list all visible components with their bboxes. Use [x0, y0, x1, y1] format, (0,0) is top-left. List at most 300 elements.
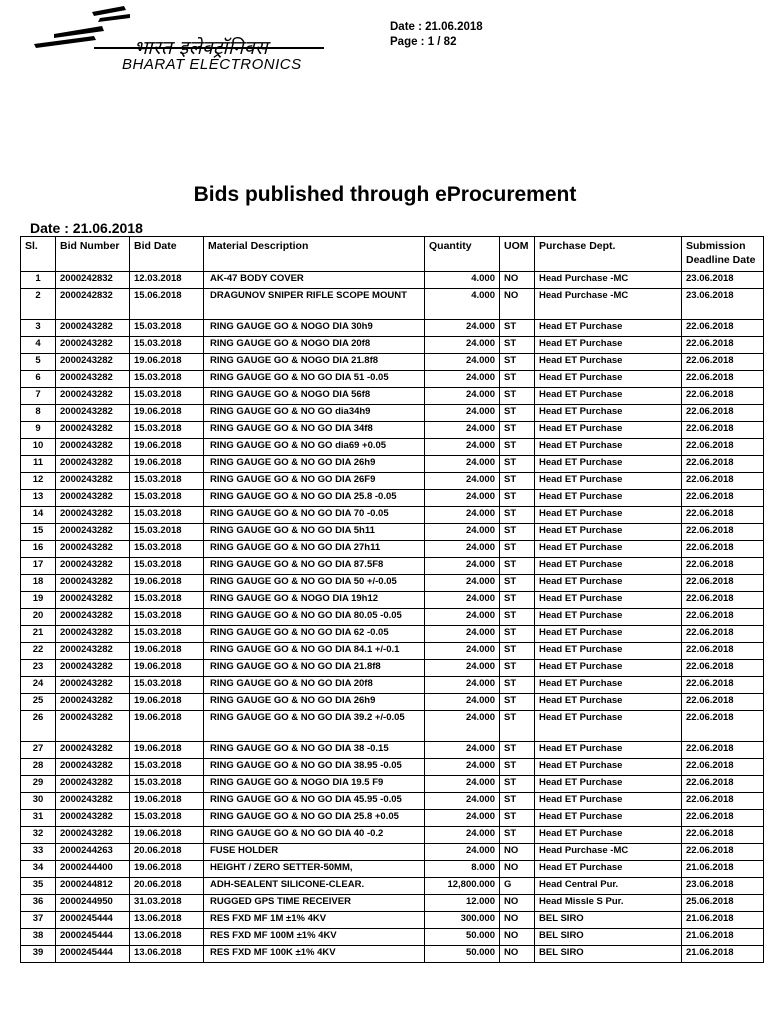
cell-bid-date: 15.03.2018	[130, 371, 204, 388]
cell-quantity: 24.000	[425, 541, 500, 558]
cell-uom: NO	[500, 912, 535, 929]
cell-submission-deadline: 22.06.2018	[682, 507, 764, 524]
logo-english-text: BHARAT ELECTRONICS	[122, 56, 302, 73]
cell-quantity: 24.000	[425, 827, 500, 844]
cell-quantity: 50.000	[425, 929, 500, 946]
table-row	[21, 541, 764, 558]
cell-material-description: RING GAUGE GO & NO GO DIA 38.95 -0.05	[204, 759, 425, 776]
cell-uom: ST	[500, 694, 535, 711]
cell-uom: ST	[500, 388, 535, 405]
cell-quantity: 24.000	[425, 422, 500, 439]
cell-purchase-dept: Head ET Purchase	[535, 759, 682, 776]
cell-quantity: 12.000	[425, 895, 500, 912]
cell-uom: ST	[500, 405, 535, 422]
cell-sl: 23	[21, 660, 56, 677]
cell-purchase-dept: Head ET Purchase	[535, 861, 682, 878]
cell-bid-date: 15.03.2018	[130, 490, 204, 507]
table-row	[21, 524, 764, 541]
cell-submission-deadline: 22.06.2018	[682, 742, 764, 759]
header-date: Date : 21.06.2018	[390, 21, 483, 33]
cell-bid-date: 19.06.2018	[130, 660, 204, 677]
table-row	[21, 711, 764, 742]
cell-material-description: RING GAUGE GO & NOGO DIA 21.8f8	[204, 354, 425, 371]
cell-uom: ST	[500, 626, 535, 643]
cell-bid-number: 2000243282	[56, 439, 130, 456]
cell-quantity: 24.000	[425, 337, 500, 354]
cell-bid-number: 2000244400	[56, 861, 130, 878]
cell-submission-deadline: 22.06.2018	[682, 524, 764, 541]
cell-material-description: RING GAUGE GO & NOGO DIA 30h9	[204, 320, 425, 337]
table-row	[21, 558, 764, 575]
cell-bid-date: 15.03.2018	[130, 473, 204, 490]
cell-sl: 13	[21, 490, 56, 507]
cell-bid-number: 2000243282	[56, 626, 130, 643]
cell-quantity: 24.000	[425, 456, 500, 473]
cell-submission-deadline: 22.06.2018	[682, 609, 764, 626]
cell-bid-date: 19.06.2018	[130, 861, 204, 878]
cell-purchase-dept: Head Purchase -MC	[535, 844, 682, 861]
cell-submission-deadline: 22.06.2018	[682, 337, 764, 354]
cell-sl: 15	[21, 524, 56, 541]
cell-material-description: RING GAUGE GO & NO GO DIA 84.1 +/-0.1	[204, 643, 425, 660]
cell-bid-number: 2000243282	[56, 810, 130, 827]
cell-uom: ST	[500, 793, 535, 810]
table-row	[21, 422, 764, 439]
cell-bid-number: 2000243282	[56, 677, 130, 694]
table-row	[21, 439, 764, 456]
cell-material-description: RING GAUGE GO & NO GO DIA 51 -0.05	[204, 371, 425, 388]
table-row	[21, 827, 764, 844]
cell-uom: ST	[500, 439, 535, 456]
cell-uom: ST	[500, 320, 535, 337]
cell-bid-date: 13.06.2018	[130, 912, 204, 929]
cell-purchase-dept: Head ET Purchase	[535, 507, 682, 524]
cell-material-description: RING GAUGE GO & NO GO DIA 21.8f8	[204, 660, 425, 677]
cell-quantity: 24.000	[425, 558, 500, 575]
cell-uom: NO	[500, 272, 535, 289]
cell-bid-number: 2000243282	[56, 388, 130, 405]
cell-bid-date: 15.03.2018	[130, 320, 204, 337]
cell-uom: ST	[500, 643, 535, 660]
cell-uom: ST	[500, 456, 535, 473]
cell-purchase-dept: Head ET Purchase	[535, 473, 682, 490]
cell-uom: ST	[500, 422, 535, 439]
cell-uom: NO	[500, 946, 535, 963]
cell-material-description: RING GAUGE GO & NO GO dia34h9	[204, 405, 425, 422]
cell-bid-number: 2000243282	[56, 490, 130, 507]
cell-quantity: 24.000	[425, 793, 500, 810]
bel-logo	[34, 4, 354, 74]
cell-sl: 1	[21, 272, 56, 289]
cell-material-description: RING GAUGE GO & NO GO dia69 +0.05	[204, 439, 425, 456]
cell-submission-deadline: 22.06.2018	[682, 490, 764, 507]
cell-uom: ST	[500, 776, 535, 793]
cell-quantity: 24.000	[425, 354, 500, 371]
cell-bid-number: 2000244950	[56, 895, 130, 912]
cell-quantity: 24.000	[425, 844, 500, 861]
cell-material-description: RING GAUGE GO & NOGO DIA 19h12	[204, 592, 425, 609]
table-row	[21, 694, 764, 711]
table-body	[21, 272, 764, 963]
cell-sl: 9	[21, 422, 56, 439]
cell-sl: 28	[21, 759, 56, 776]
cell-bid-date: 15.03.2018	[130, 388, 204, 405]
cell-bid-date: 15.03.2018	[130, 759, 204, 776]
table-header-row	[21, 237, 764, 272]
cell-purchase-dept: Head ET Purchase	[535, 827, 682, 844]
cell-bid-date: 13.06.2018	[130, 946, 204, 963]
cell-purchase-dept: Head ET Purchase	[535, 776, 682, 793]
cell-uom: ST	[500, 759, 535, 776]
table-row	[21, 473, 764, 490]
cell-sl: 25	[21, 694, 56, 711]
table-row	[21, 810, 764, 827]
cell-bid-number: 2000243282	[56, 558, 130, 575]
cell-uom: ST	[500, 558, 535, 575]
cell-material-description: RING GAUGE GO & NO GO DIA 50 +/-0.05	[204, 575, 425, 592]
table-row	[21, 405, 764, 422]
cell-sl: 33	[21, 844, 56, 861]
table-row	[21, 626, 764, 643]
cell-sl: 37	[21, 912, 56, 929]
cell-sl: 8	[21, 405, 56, 422]
cell-bid-date: 19.06.2018	[130, 742, 204, 759]
cell-uom: NO	[500, 289, 535, 320]
col-header-submission-deadline: Submission Deadline Date	[682, 237, 764, 272]
cell-sl: 20	[21, 609, 56, 626]
cell-purchase-dept: Head ET Purchase	[535, 405, 682, 422]
cell-quantity: 300.000	[425, 912, 500, 929]
cell-quantity: 50.000	[425, 946, 500, 963]
cell-sl: 32	[21, 827, 56, 844]
cell-bid-number: 2000243282	[56, 660, 130, 677]
cell-submission-deadline: 22.06.2018	[682, 776, 764, 793]
cell-uom: ST	[500, 473, 535, 490]
cell-quantity: 24.000	[425, 524, 500, 541]
cell-material-description: AK-47 BODY COVER	[204, 272, 425, 289]
cell-quantity: 4.000	[425, 289, 500, 320]
cell-bid-date: 19.06.2018	[130, 694, 204, 711]
cell-bid-date: 15.03.2018	[130, 677, 204, 694]
table-row	[21, 643, 764, 660]
page-title: Bids published through eProcurement	[193, 183, 577, 206]
cell-quantity: 24.000	[425, 473, 500, 490]
cell-sl: 24	[21, 677, 56, 694]
cell-quantity: 24.000	[425, 371, 500, 388]
cell-bid-number: 2000245444	[56, 946, 130, 963]
cell-bid-date: 19.06.2018	[130, 711, 204, 742]
cell-purchase-dept: Head ET Purchase	[535, 677, 682, 694]
cell-uom: ST	[500, 742, 535, 759]
cell-purchase-dept: BEL SIRO	[535, 929, 682, 946]
table-row	[21, 677, 764, 694]
table-row	[21, 929, 764, 946]
cell-uom: ST	[500, 592, 535, 609]
cell-sl: 31	[21, 810, 56, 827]
cell-material-description: RING GAUGE GO & NOGO DIA 19.5 F9	[204, 776, 425, 793]
table-row	[21, 272, 764, 289]
cell-material-description: RES FXD MF 100K ±1% 4KV	[204, 946, 425, 963]
cell-bid-date: 15.03.2018	[130, 558, 204, 575]
cell-uom: G	[500, 878, 535, 895]
cell-sl: 11	[21, 456, 56, 473]
cell-sl: 3	[21, 320, 56, 337]
cell-bid-date: 31.03.2018	[130, 895, 204, 912]
cell-bid-number: 2000243282	[56, 609, 130, 626]
cell-material-description: RING GAUGE GO & NO GO DIA 25.8 +0.05	[204, 810, 425, 827]
table-row	[21, 354, 764, 371]
cell-quantity: 24.000	[425, 677, 500, 694]
cell-submission-deadline: 21.06.2018	[682, 861, 764, 878]
date-line: Date : 21.06.2018	[30, 220, 143, 236]
header-page: Page : 1 / 82	[390, 36, 457, 48]
cell-material-description: RING GAUGE GO & NO GO DIA 20f8	[204, 677, 425, 694]
cell-uom: NO	[500, 929, 535, 946]
col-header-purchase-dept: Purchase Dept.	[535, 237, 682, 272]
cell-material-description: RING GAUGE GO & NO GO DIA 5h11	[204, 524, 425, 541]
cell-material-description: RING GAUGE GO & NO GO DIA 45.95 -0.05	[204, 793, 425, 810]
cell-purchase-dept: Head ET Purchase	[535, 810, 682, 827]
cell-sl: 19	[21, 592, 56, 609]
cell-submission-deadline: 22.06.2018	[682, 677, 764, 694]
col-header-uom: UOM	[500, 237, 535, 272]
cell-bid-date: 13.06.2018	[130, 929, 204, 946]
cell-bid-number: 2000244812	[56, 878, 130, 895]
cell-uom: ST	[500, 575, 535, 592]
cell-sl: 36	[21, 895, 56, 912]
cell-purchase-dept: Head ET Purchase	[535, 575, 682, 592]
table-row	[21, 660, 764, 677]
cell-submission-deadline: 22.06.2018	[682, 422, 764, 439]
cell-sl: 14	[21, 507, 56, 524]
cell-purchase-dept: Head ET Purchase	[535, 388, 682, 405]
cell-bid-date: 12.03.2018	[130, 272, 204, 289]
cell-submission-deadline: 22.06.2018	[682, 626, 764, 643]
cell-quantity: 8.000	[425, 861, 500, 878]
cell-bid-number: 2000243282	[56, 592, 130, 609]
table-row	[21, 490, 764, 507]
cell-submission-deadline: 22.06.2018	[682, 643, 764, 660]
cell-uom: ST	[500, 490, 535, 507]
cell-bid-number: 2000243282	[56, 320, 130, 337]
cell-bid-date: 15.03.2018	[130, 810, 204, 827]
cell-submission-deadline: 22.06.2018	[682, 354, 764, 371]
cell-bid-date: 19.06.2018	[130, 643, 204, 660]
cell-uom: ST	[500, 354, 535, 371]
cell-quantity: 24.000	[425, 810, 500, 827]
cell-material-description: RING GAUGE GO & NOGO DIA 20f8	[204, 337, 425, 354]
cell-purchase-dept: Head Purchase -MC	[535, 289, 682, 320]
cell-quantity: 24.000	[425, 609, 500, 626]
cell-submission-deadline: 22.06.2018	[682, 541, 764, 558]
cell-sl: 17	[21, 558, 56, 575]
cell-sl: 5	[21, 354, 56, 371]
cell-submission-deadline: 22.06.2018	[682, 405, 764, 422]
cell-uom: ST	[500, 337, 535, 354]
cell-submission-deadline: 22.06.2018	[682, 827, 764, 844]
cell-submission-deadline: 22.06.2018	[682, 660, 764, 677]
table-row	[21, 742, 764, 759]
cell-bid-number: 2000243282	[56, 575, 130, 592]
cell-uom: ST	[500, 711, 535, 742]
cell-bid-number: 2000245444	[56, 912, 130, 929]
cell-submission-deadline: 22.06.2018	[682, 439, 764, 456]
table-row	[21, 456, 764, 473]
cell-quantity: 24.000	[425, 388, 500, 405]
cell-submission-deadline: 22.06.2018	[682, 694, 764, 711]
cell-quantity: 24.000	[425, 643, 500, 660]
cell-sl: 12	[21, 473, 56, 490]
cell-submission-deadline: 21.06.2018	[682, 929, 764, 946]
cell-bid-date: 15.03.2018	[130, 337, 204, 354]
cell-sl: 39	[21, 946, 56, 963]
cell-material-description: RES FXD MF 1M ±1% 4KV	[204, 912, 425, 929]
cell-material-description: RING GAUGE GO & NO GO DIA 39.2 +/-0.05	[204, 711, 425, 742]
cell-bid-number: 2000243282	[56, 793, 130, 810]
logo-hindi-text: भारत इलेक्ट्रॉनिक्स	[134, 37, 269, 59]
col-header-bid-number: Bid Number	[56, 237, 130, 272]
table-row	[21, 575, 764, 592]
col-header-sl: Sl.	[21, 237, 56, 272]
cell-quantity: 24.000	[425, 592, 500, 609]
cell-purchase-dept: Head ET Purchase	[535, 371, 682, 388]
cell-purchase-dept: Head Purchase -MC	[535, 272, 682, 289]
cell-sl: 29	[21, 776, 56, 793]
table-row	[21, 289, 764, 320]
cell-quantity: 24.000	[425, 742, 500, 759]
cell-purchase-dept: Head ET Purchase	[535, 694, 682, 711]
cell-submission-deadline: 22.06.2018	[682, 759, 764, 776]
col-header-material-description: Material Description	[204, 237, 425, 272]
cell-bid-date: 19.06.2018	[130, 354, 204, 371]
cell-quantity: 24.000	[425, 320, 500, 337]
cell-submission-deadline: 22.06.2018	[682, 388, 764, 405]
cell-bid-date: 15.03.2018	[130, 422, 204, 439]
table-row	[21, 388, 764, 405]
cell-purchase-dept: Head ET Purchase	[535, 626, 682, 643]
cell-material-description: RUGGED GPS TIME RECEIVER	[204, 895, 425, 912]
cell-uom: NO	[500, 895, 535, 912]
cell-bid-number: 2000243282	[56, 776, 130, 793]
table-row	[21, 320, 764, 337]
cell-bid-number: 2000243282	[56, 405, 130, 422]
cell-purchase-dept: Head Missle S Pur.	[535, 895, 682, 912]
cell-bid-number: 2000243282	[56, 337, 130, 354]
cell-purchase-dept: Head ET Purchase	[535, 320, 682, 337]
col-header-bid-date: Bid Date	[130, 237, 204, 272]
cell-sl: 4	[21, 337, 56, 354]
cell-bid-number: 2000243282	[56, 422, 130, 439]
cell-submission-deadline: 22.06.2018	[682, 711, 764, 742]
cell-uom: ST	[500, 677, 535, 694]
cell-quantity: 24.000	[425, 575, 500, 592]
cell-submission-deadline: 23.06.2018	[682, 878, 764, 895]
cell-bid-date: 19.06.2018	[130, 575, 204, 592]
cell-material-description: RING GAUGE GO & NO GO DIA 26F9	[204, 473, 425, 490]
cell-bid-number: 2000243282	[56, 541, 130, 558]
cell-bid-date: 15.03.2018	[130, 776, 204, 793]
cell-material-description: DRAGUNOV SNIPER RIFLE SCOPE MOUNT	[204, 289, 425, 320]
cell-purchase-dept: Head ET Purchase	[535, 490, 682, 507]
cell-submission-deadline: 22.06.2018	[682, 793, 764, 810]
cell-sl: 30	[21, 793, 56, 810]
cell-bid-date: 20.06.2018	[130, 878, 204, 895]
cell-bid-number: 2000243282	[56, 524, 130, 541]
cell-bid-number: 2000245444	[56, 929, 130, 946]
table-row	[21, 895, 764, 912]
table-row	[21, 946, 764, 963]
cell-bid-number: 2000243282	[56, 643, 130, 660]
cell-bid-number: 2000244263	[56, 844, 130, 861]
cell-material-description: RING GAUGE GO & NO GO DIA 40 -0.2	[204, 827, 425, 844]
cell-submission-deadline: 23.06.2018	[682, 289, 764, 320]
table-row	[21, 861, 764, 878]
cell-submission-deadline: 22.06.2018	[682, 558, 764, 575]
cell-quantity: 24.000	[425, 490, 500, 507]
cell-material-description: ADH-SEALENT SILICONE-CLEAR.	[204, 878, 425, 895]
cell-bid-number: 2000243282	[56, 507, 130, 524]
cell-uom: ST	[500, 507, 535, 524]
header-meta	[390, 20, 483, 50]
cell-quantity: 24.000	[425, 405, 500, 422]
cell-purchase-dept: Head ET Purchase	[535, 524, 682, 541]
cell-material-description: RING GAUGE GO & NO GO DIA 62 -0.05	[204, 626, 425, 643]
table-row	[21, 912, 764, 929]
cell-bid-date: 19.06.2018	[130, 456, 204, 473]
table-row	[21, 759, 764, 776]
cell-sl: 21	[21, 626, 56, 643]
table-row	[21, 371, 764, 388]
cell-purchase-dept: Head ET Purchase	[535, 337, 682, 354]
cell-submission-deadline: 21.06.2018	[682, 946, 764, 963]
table-row	[21, 776, 764, 793]
table-row	[21, 337, 764, 354]
cell-purchase-dept: Head ET Purchase	[535, 439, 682, 456]
cell-quantity: 24.000	[425, 711, 500, 742]
cell-purchase-dept: Head ET Purchase	[535, 354, 682, 371]
cell-bid-number: 2000243282	[56, 371, 130, 388]
cell-submission-deadline: 22.06.2018	[682, 371, 764, 388]
cell-bid-date: 15.03.2018	[130, 541, 204, 558]
cell-bid-number: 2000242832	[56, 272, 130, 289]
table-row	[21, 844, 764, 861]
cell-submission-deadline: 22.06.2018	[682, 320, 764, 337]
cell-quantity: 4.000	[425, 272, 500, 289]
cell-bid-date: 15.03.2018	[130, 626, 204, 643]
cell-uom: NO	[500, 861, 535, 878]
cell-uom: ST	[500, 541, 535, 558]
cell-bid-date: 15.03.2018	[130, 507, 204, 524]
cell-submission-deadline: 22.06.2018	[682, 473, 764, 490]
cell-material-description: RING GAUGE GO & NO GO DIA 26h9	[204, 694, 425, 711]
table-row	[21, 507, 764, 524]
cell-purchase-dept: BEL SIRO	[535, 946, 682, 963]
cell-material-description: RING GAUGE GO & NO GO DIA 80.05 -0.05	[204, 609, 425, 626]
cell-material-description: HEIGHT / ZERO SETTER-50MM,	[204, 861, 425, 878]
cell-bid-date: 19.06.2018	[130, 439, 204, 456]
cell-sl: 26	[21, 711, 56, 742]
cell-uom: ST	[500, 524, 535, 541]
cell-bid-date: 19.06.2018	[130, 405, 204, 422]
cell-material-description: RING GAUGE GO & NO GO DIA 70 -0.05	[204, 507, 425, 524]
cell-bid-number: 2000243282	[56, 827, 130, 844]
cell-purchase-dept: Head ET Purchase	[535, 456, 682, 473]
cell-bid-date: 15.03.2018	[130, 524, 204, 541]
cell-sl: 22	[21, 643, 56, 660]
cell-submission-deadline: 22.06.2018	[682, 575, 764, 592]
cell-material-description: RING GAUGE GO & NO GO DIA 25.8 -0.05	[204, 490, 425, 507]
cell-quantity: 24.000	[425, 660, 500, 677]
